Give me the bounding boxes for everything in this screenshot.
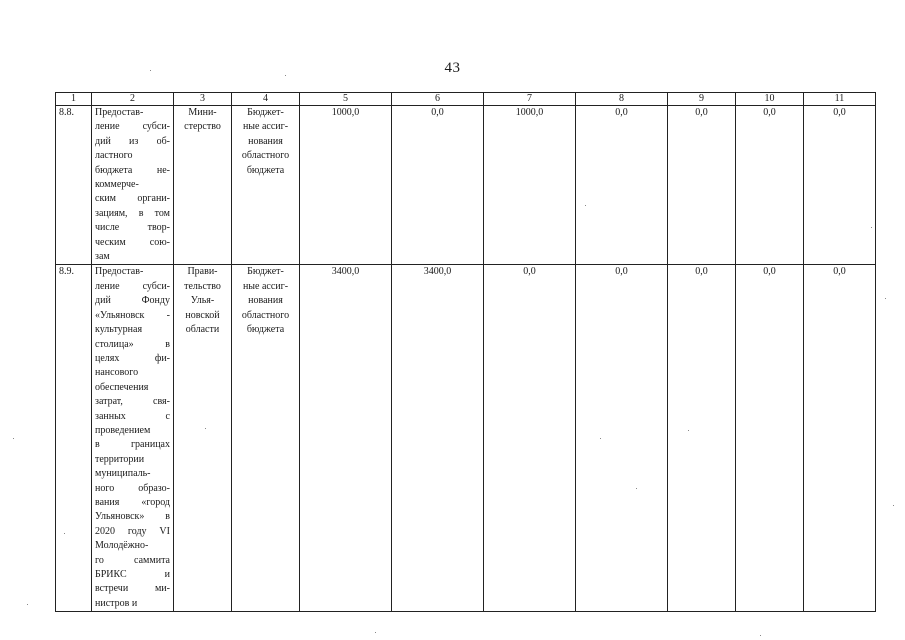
cell-line: Предостав- [95, 107, 144, 118]
cell-line: бюджета [246, 324, 285, 336]
row-number: 8.8. [56, 106, 92, 265]
cell-line: ским органи- [95, 193, 170, 205]
budget-table [55, 92, 876, 612]
table-row [56, 265, 876, 612]
cell-line: ление субси- [95, 121, 170, 133]
value-cell: 0,0 [736, 265, 804, 612]
row-number: 8.9. [56, 265, 92, 612]
cell-line: коммерче- [95, 179, 139, 191]
cell-line: Молодёжно- [95, 540, 149, 552]
cell-line: новской [185, 309, 220, 321]
value-cell: 0,0 [484, 265, 576, 612]
column-header: 1 [56, 93, 92, 106]
cell-line: дий из об- [95, 135, 170, 147]
cell-line: Мини- [188, 107, 217, 118]
column-header: 11 [804, 93, 876, 106]
value-cell: 1000,0 [300, 106, 392, 265]
value-cell: 1000,0 [484, 106, 576, 265]
cell-line: затрат, свя- [95, 396, 170, 408]
executor [174, 265, 232, 612]
cell-line: Ульяновск» в [95, 511, 170, 523]
cell-line: вания «город [95, 496, 170, 508]
cell-line: области [185, 324, 220, 336]
cell-line: столица» в [95, 338, 170, 350]
cell-line: целях фи- [95, 352, 170, 364]
column-header: 5 [300, 93, 392, 106]
cell-line: Бюджет- [247, 107, 284, 118]
page-number: 43 [444, 60, 461, 76]
cell-line: областного [241, 150, 290, 162]
cell-line: го саммита [95, 554, 170, 566]
column-header: 8 [576, 93, 668, 106]
cell-line: ческим сою- [95, 236, 170, 248]
cell-line: стерство [184, 121, 221, 133]
cell-line: «Ульяновск - [95, 309, 170, 321]
cell-line: нования [248, 295, 283, 307]
cell-line: числе твор- [95, 222, 170, 234]
column-header: 3 [174, 93, 232, 106]
cell-line: проведением [95, 424, 151, 436]
measure-name [92, 265, 174, 612]
cell-line: тельство [184, 280, 221, 292]
column-header: 7 [484, 93, 576, 106]
cell-line: занных с [95, 410, 170, 422]
cell-line: в границах [95, 439, 170, 451]
cell-line: зам [95, 251, 110, 263]
cell-line: ластного [95, 150, 133, 162]
executor [174, 106, 232, 265]
cell-line: нансового [95, 367, 139, 379]
cell-line: ные ассиг- [242, 280, 289, 292]
cell-line: культурная [95, 324, 143, 336]
cell-line: Предостав- [95, 266, 144, 278]
value-cell: 3400,0 [300, 265, 392, 612]
cell-line: территории [95, 453, 145, 465]
measure-name [92, 106, 174, 265]
cell-line: ного образо- [95, 482, 170, 494]
cell-line: Улья- [190, 295, 215, 307]
header-row [56, 93, 876, 106]
cell-line: ление субси- [95, 280, 170, 292]
cell-line: нистров и [95, 597, 138, 609]
funding-source [232, 106, 300, 265]
cell-line: ные ассиг- [242, 121, 289, 133]
column-header: 6 [392, 93, 484, 106]
value-cell: 0,0 [392, 106, 484, 265]
cell-line: Бюджет- [247, 266, 284, 278]
table-row [56, 106, 876, 265]
cell-line: бюджета [246, 164, 285, 176]
cell-line: встречи ми- [95, 583, 170, 595]
cell-line: нования [248, 135, 283, 147]
cell-line: 2020 году VI [95, 525, 170, 537]
cell-line: областного [241, 309, 290, 321]
cell-line: дий Фонду [95, 295, 170, 307]
column-header: 10 [736, 93, 804, 106]
cell-line: бюджета не- [95, 164, 170, 176]
column-header: 2 [92, 93, 174, 106]
value-cell: 0,0 [576, 265, 668, 612]
funding-source [232, 265, 300, 612]
cell-line: обеспечения [95, 381, 149, 393]
value-cell: 3400,0 [392, 265, 484, 612]
value-cell: 0,0 [668, 265, 736, 612]
value-cell: 0,0 [576, 106, 668, 265]
column-header: 4 [232, 93, 300, 106]
cell-line: муниципаль- [95, 468, 151, 480]
cell-line: зациям, в том [95, 207, 170, 219]
value-cell: 0,0 [736, 106, 804, 265]
cell-line: БРИКС и [95, 569, 170, 580]
cell-line: Прави- [187, 266, 218, 278]
column-header: 9 [668, 93, 736, 106]
value-cell: 0,0 [804, 106, 876, 265]
value-cell: 0,0 [668, 106, 736, 265]
value-cell: 0,0 [804, 265, 876, 612]
